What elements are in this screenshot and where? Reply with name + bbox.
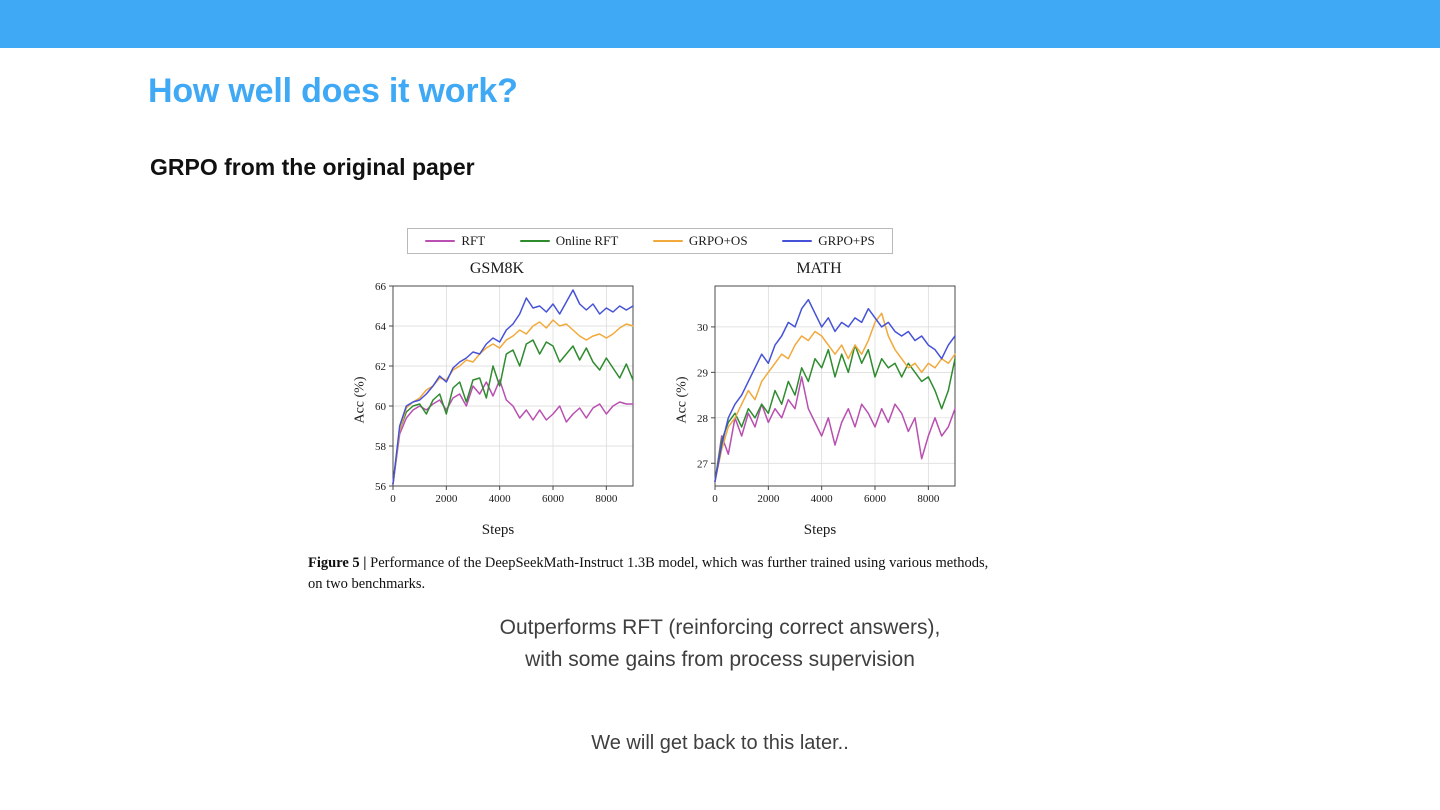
- svg-text:8000: 8000: [917, 493, 940, 505]
- header-band: [0, 0, 1440, 48]
- legend-label: RFT: [461, 233, 486, 248]
- charts-row: [300, 260, 1000, 539]
- summary-note-line-1: Outperforms RFT (reinforcing correct answers),: [499, 616, 941, 639]
- svg-text:6000: 6000: [864, 493, 886, 505]
- chart-title-math: MATH: [796, 260, 842, 277]
- svg-text:28: 28: [697, 412, 708, 425]
- figure-caption-text: Performance of the DeepSeekMath-Instruct 1.3B model, which was further trained using various methods, on two benchmarks.: [308, 555, 989, 593]
- svg-text:58: 58: [375, 441, 386, 453]
- legend-item: [425, 233, 485, 249]
- legend-swatch-icon: [653, 240, 683, 243]
- svg-text:0: 0: [712, 493, 718, 505]
- legend-swatch-icon: [782, 240, 812, 243]
- svg-text:30: 30: [697, 321, 708, 334]
- svg-text:4000: 4000: [810, 493, 833, 505]
- y-axis-label-gsm8k: Acc (%): [352, 376, 368, 424]
- svg-text:4000: 4000: [488, 493, 511, 505]
- chart-panel-gsm8k: [339, 260, 639, 539]
- summary-note-line-2: with some gains from process supervision: [525, 647, 915, 671]
- legend-swatch-icon: [425, 240, 455, 243]
- svg-text:2000: 2000: [757, 493, 780, 505]
- x-axis-label-math: Steps: [803, 522, 837, 538]
- followup-note: We will get back to this later..: [591, 732, 849, 754]
- svg-text:27: 27: [697, 458, 708, 471]
- legend-item: [782, 233, 874, 249]
- x-axis-label-gsm8k: Steps: [481, 522, 515, 538]
- line-chart-math: [679, 280, 961, 520]
- slide-subtitle: GRPO from the original paper: [150, 154, 475, 180]
- svg-text:8000: 8000: [595, 493, 618, 505]
- summary-note: [0, 612, 1440, 675]
- y-axis-label-math: Acc (%): [674, 376, 690, 424]
- svg-text:62: 62: [375, 361, 386, 373]
- page-title: How well does it work?: [148, 72, 518, 110]
- legend-label: GRPO+OS: [688, 233, 748, 248]
- chart-legend: [407, 228, 893, 254]
- legend-label: GRPO+PS: [818, 233, 875, 248]
- chart-title-gsm8k: GSM8K: [469, 260, 525, 277]
- legend-item: [520, 233, 618, 249]
- svg-text:2000: 2000: [435, 493, 458, 505]
- svg-text:64: 64: [375, 321, 386, 333]
- legend-label: Online RFT: [555, 233, 619, 248]
- legend-item: [653, 233, 748, 249]
- svg-text:0: 0: [390, 493, 396, 505]
- figure-5: [300, 228, 1000, 595]
- legend-swatch-icon: [520, 240, 550, 243]
- svg-text:60: 60: [375, 401, 386, 413]
- line-chart-gsm8k: [357, 280, 639, 520]
- figure-caption-label: Figure 5 |: [308, 555, 367, 571]
- svg-text:66: 66: [375, 281, 386, 293]
- svg-text:56: 56: [375, 481, 386, 493]
- svg-text:6000: 6000: [542, 493, 564, 505]
- svg-text:29: 29: [697, 367, 708, 380]
- figure-caption: [308, 553, 1003, 595]
- chart-panel-math: [661, 260, 961, 539]
